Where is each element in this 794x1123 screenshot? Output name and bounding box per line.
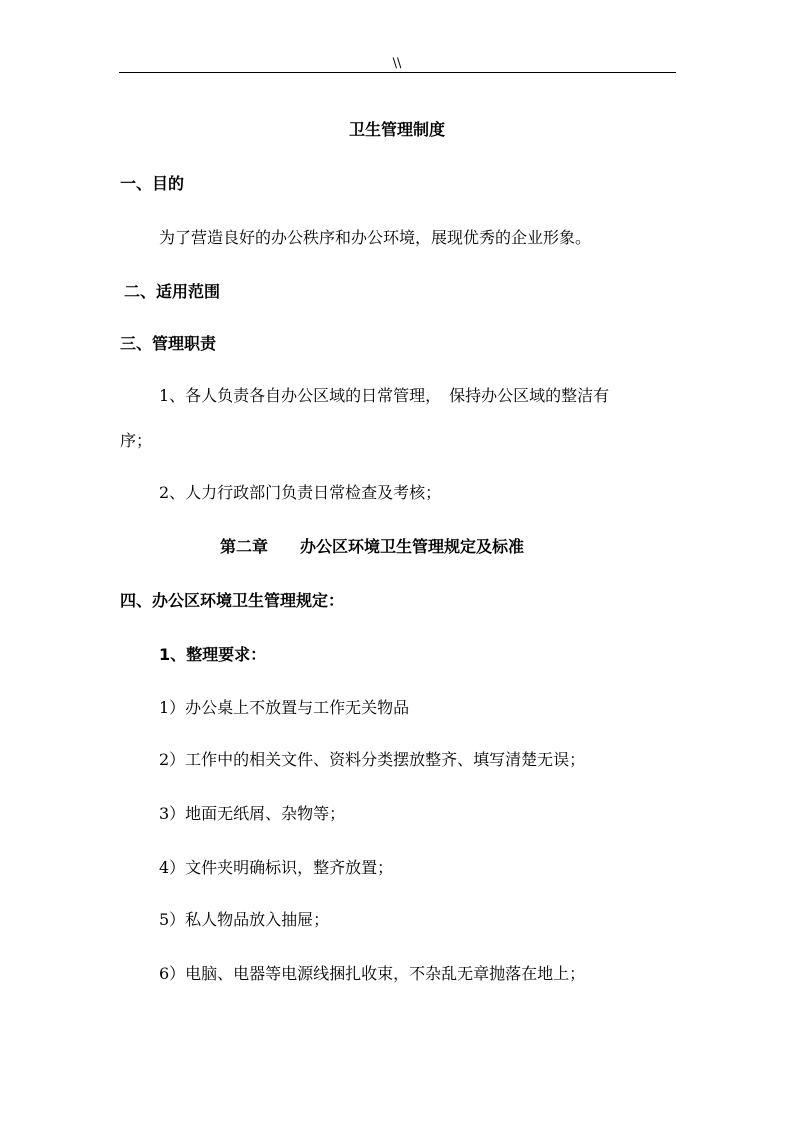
list-item: 3）地面无纸屑、杂物等； xyxy=(159,804,346,823)
section-2-heading: 二、适用范围 xyxy=(124,282,221,301)
header-mark: \\ xyxy=(392,56,402,71)
document-title: 卫生管理制度 xyxy=(348,120,445,139)
subsection-heading: 1、整理要求： xyxy=(159,645,267,664)
list-item: 4）文件夹明确标识，整齐放置； xyxy=(159,858,394,877)
list-item: 1）办公桌上不放置与工作无关物品 xyxy=(159,698,410,717)
section-3-item-1-line-1: 1、各人负责各自办公区域的日常管理， 保持办公区域的整洁有 xyxy=(159,386,610,405)
section-4-heading: 四、办公区环境卫生管理规定： xyxy=(120,591,345,610)
header-rule xyxy=(119,72,676,73)
section-1-heading: 一、目的 xyxy=(120,174,185,193)
section-1-body: 为了营造良好的办公秩序和办公环境，展现优秀的企业形象。 xyxy=(159,228,592,247)
list-item: 6）电脑、电器等电源线捆扎收束，不杂乱无章抛落在地上； xyxy=(159,964,586,983)
section-3-heading: 三、管理职责 xyxy=(120,334,217,353)
section-3-item-1-line-2: 序； xyxy=(120,431,153,450)
chapter-heading: 第二章 办公区环境卫生管理规定及标准 xyxy=(220,537,525,556)
section-3-item-2: 2、人力行政部门负责日常检查及考核； xyxy=(159,483,442,502)
list-item: 5）私人物品放入抽屉； xyxy=(159,910,330,929)
list-item: 2）工作中的相关文件、资料分类摆放整齐、填写清楚无误； xyxy=(159,750,586,769)
